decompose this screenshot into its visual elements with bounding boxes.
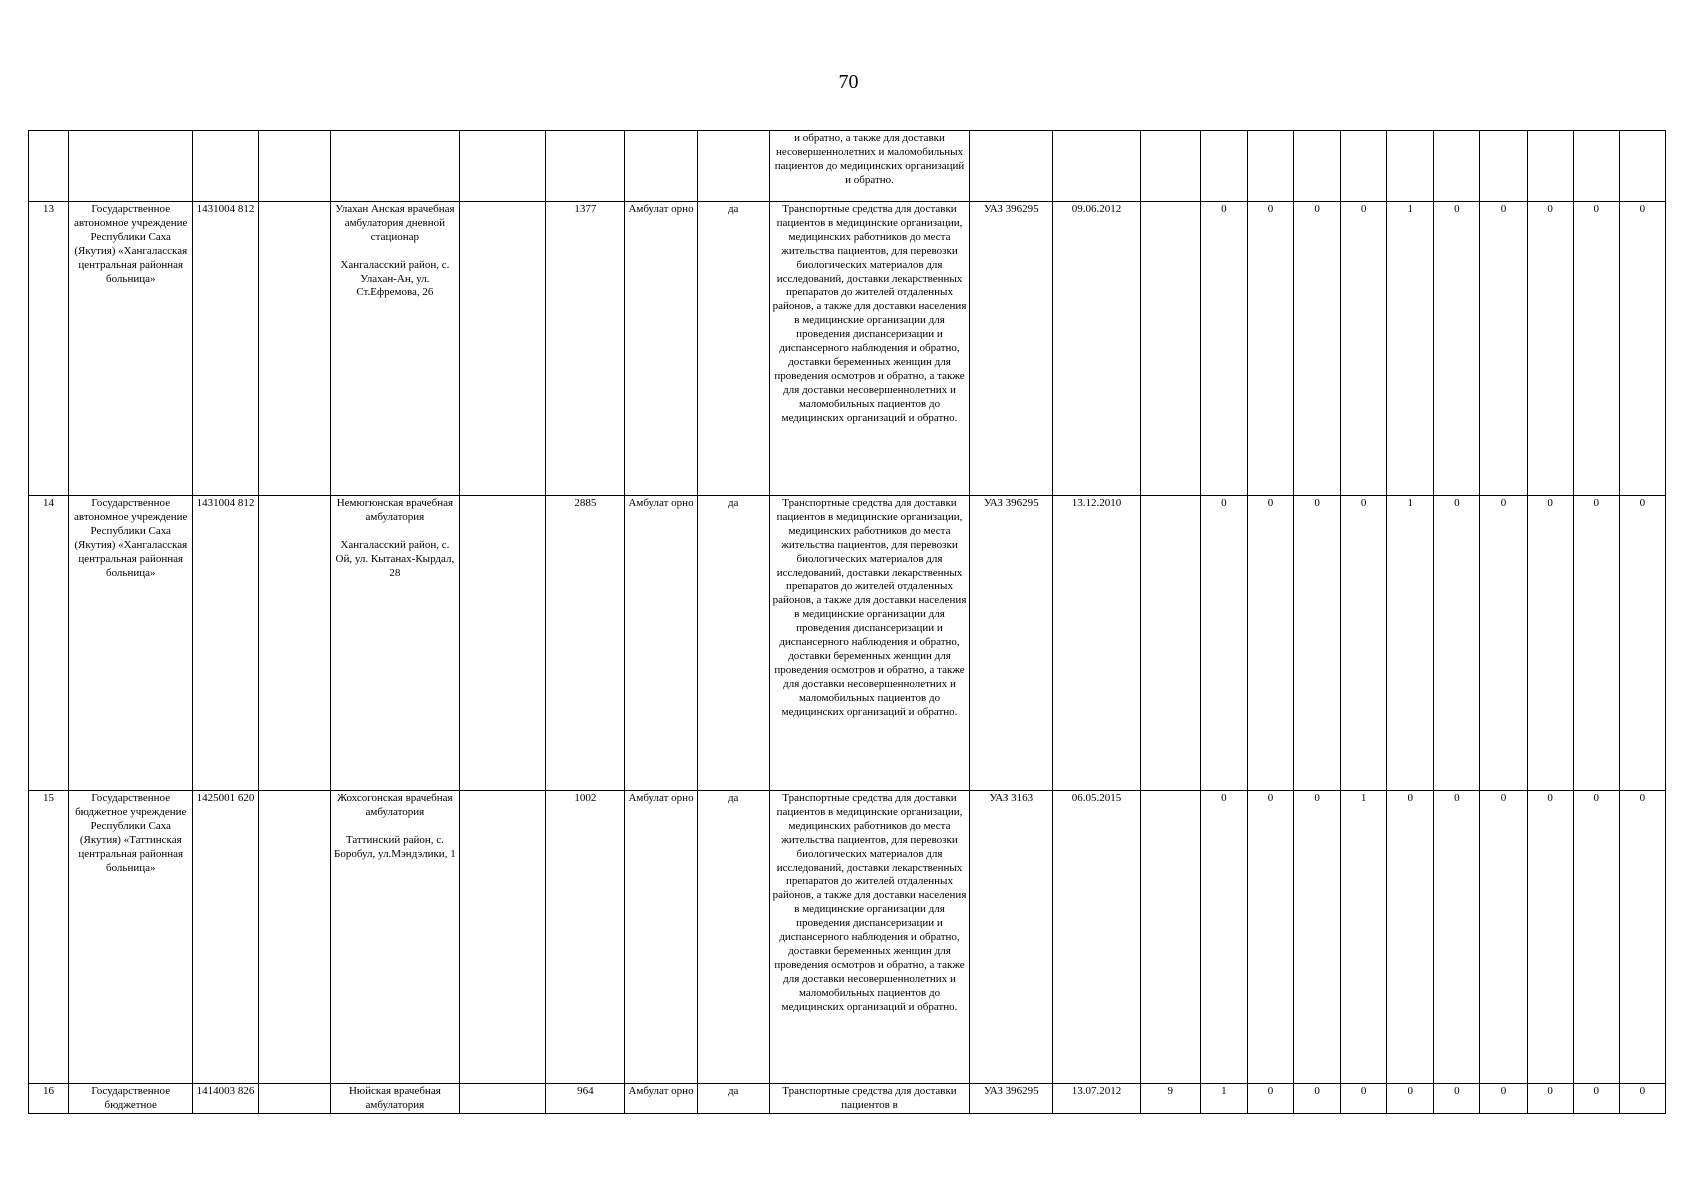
cell-count-2: 0 [1247, 496, 1293, 791]
cell-care-type [625, 131, 697, 202]
cell-count-8 [1527, 131, 1573, 202]
cell-purpose: Транспортные средства для доставки пациентов в медицинские организации, медицинских работников до места жительства пациентов, для перевозки биологических материалов для исследований, доставки лекарственных препаратов до жителей отдаленных районов, а также для доставки населения в медицинские организации для проведения диспансеризации и диспансерного наблюдения и обратно, доставки беременных женщин для проведения осмотров и обратно, а также для доставки несовершеннолетних и маломобильных пациентов до медицинских организаций и обратно. [769, 791, 969, 1084]
cell-col-6 [460, 1084, 546, 1114]
cell-count-9: 0 [1573, 496, 1619, 791]
cell-count-8: 0 [1527, 1084, 1573, 1114]
cell-count-6: 0 [1434, 202, 1480, 496]
cell-index: 14 [29, 496, 69, 791]
cell-col-6 [460, 131, 546, 202]
cell-inn: 1414003 826 [193, 1084, 258, 1114]
cell-col-13 [1140, 131, 1200, 202]
cell-organization: Государственное автономное учреждение Республики Саха (Якутия) «Хангаласская центральная районная больница» [69, 496, 193, 791]
cell-col-4 [258, 791, 330, 1084]
cell-purpose: Транспортные средства для доставки пациентов в [769, 1084, 969, 1114]
cell-col-13 [1140, 791, 1200, 1084]
table-row [29, 202, 1666, 496]
cell-col-4 [258, 202, 330, 496]
cell-count-4: 0 [1341, 1084, 1387, 1114]
cell-count-8: 0 [1527, 496, 1573, 791]
table-row [29, 791, 1666, 1084]
cell-col-4 [258, 131, 330, 202]
cell-count-1: 0 [1200, 496, 1247, 791]
cell-count-1: 0 [1200, 202, 1247, 496]
cell-organization: Государственное бюджетное учреждение Республики Саха (Якутия) «Таттинская центральная районная больница» [69, 791, 193, 1084]
cell-col-13 [1140, 202, 1200, 496]
cell-col-4 [258, 1084, 330, 1114]
cell-count-3 [1294, 131, 1341, 202]
cell-count-7: 0 [1480, 1084, 1527, 1114]
cell-count-10: 0 [1619, 202, 1665, 496]
cell-count-9 [1573, 131, 1619, 202]
cell-purpose: Транспортные средства для доставки пациентов в медицинские организации, медицинских работников до места жительства пациентов, для перевозки биологических материалов для исследований, доставки лекарственных препаратов до жителей отдаленных районов, а также для доставки населения в медицинские организации для проведения диспансеризации и диспансерного наблюдения и обратно, доставки беременных женщин для проведения осмотров и обратно, а также для доставки несовершеннолетних и маломобильных пациентов до медицинских организаций и обратно. [769, 202, 969, 496]
cell-col-6 [460, 202, 546, 496]
cell-organization [69, 131, 193, 202]
cell-count-3: 0 [1294, 202, 1341, 496]
cell-care-type: Амбулат орно [625, 791, 697, 1084]
cell-count-1: 1 [1200, 1084, 1247, 1114]
table-row [29, 131, 1666, 202]
cell-location: Жохсогонская врачебная амбулатория Таттинский район, с. Боробул, ул.Мэндэлики, 1 [330, 791, 459, 1084]
cell-count-4: 0 [1341, 202, 1387, 496]
cell-count-9: 0 [1573, 1084, 1619, 1114]
cell-index [29, 131, 69, 202]
table-row [29, 496, 1666, 791]
cell-count-1 [1200, 131, 1247, 202]
cell-count-5 [1387, 131, 1434, 202]
cell-index: 15 [29, 791, 69, 1084]
cell-count-7: 0 [1480, 496, 1527, 791]
cell-count-4 [1341, 131, 1387, 202]
cell-count-7: 0 [1480, 791, 1527, 1084]
cell-col-4 [258, 496, 330, 791]
cell-population: 1002 [546, 791, 625, 1084]
cell-count-6 [1434, 131, 1480, 202]
cell-location: Немюгюнская врачебная амбулатория Хангаласский район, с. Ой, ул. Кытанах-Кырдал, 28 [330, 496, 459, 791]
cell-count-3: 0 [1294, 1084, 1341, 1114]
cell-col-6 [460, 496, 546, 791]
cell-count-5: 0 [1387, 1084, 1434, 1114]
cell-vehicle: УАЗ 3163 [970, 791, 1053, 1084]
cell-index: 16 [29, 1084, 69, 1114]
cell-inn [193, 131, 258, 202]
cell-count-10: 0 [1619, 1084, 1665, 1114]
cell-count-8: 0 [1527, 202, 1573, 496]
cell-count-6: 0 [1434, 1084, 1480, 1114]
cell-inn: 1431004 812 [193, 202, 258, 496]
cell-vehicle: УАЗ 396295 [970, 202, 1053, 496]
cell-care-type: Амбулат орно [625, 1084, 697, 1114]
cell-count-9: 0 [1573, 791, 1619, 1084]
cell-location: Улахан Анская врачебная амбулатория дневной стационар Хангаласский район, с. Улахан-Ан, ул. Ст.Ефремова, 26 [330, 202, 459, 496]
cell-population [546, 131, 625, 202]
cell-flag: да [697, 791, 769, 1084]
cell-count-2: 0 [1247, 1084, 1293, 1114]
cell-date [1053, 131, 1140, 202]
cell-count-10 [1619, 131, 1665, 202]
cell-vehicle [970, 131, 1053, 202]
cell-count-7: 0 [1480, 202, 1527, 496]
cell-purpose: Транспортные средства для доставки пациентов в медицинские организации, медицинских работников до места жительства пациентов, для перевозки биологических материалов для исследований, доставки лекарственных препаратов до жителей отдаленных районов, а также для доставки населения в медицинские организации для проведения диспансеризации и диспансерного наблюдения и обратно, доставки беременных женщин для проведения осмотров и обратно, а также для доставки несовершеннолетних и маломобильных пациентов до медицинских организаций и обратно. [769, 496, 969, 791]
cell-organization: Государственное автономное учреждение Республики Саха (Якутия) «Хангаласская центральная районная больница» [69, 202, 193, 496]
cell-date: 09.06.2012 [1053, 202, 1140, 496]
cell-location: Нюйская врачебная амбулатория [330, 1084, 459, 1114]
registry-table [28, 130, 1666, 1114]
cell-count-7 [1480, 131, 1527, 202]
cell-vehicle: УАЗ 396295 [970, 496, 1053, 791]
cell-count-5: 1 [1387, 202, 1434, 496]
cell-date: 13.12.2010 [1053, 496, 1140, 791]
cell-index: 13 [29, 202, 69, 496]
cell-care-type: Амбулат орно [625, 496, 697, 791]
cell-col-6 [460, 791, 546, 1084]
cell-flag: да [697, 1084, 769, 1114]
cell-count-6: 0 [1434, 496, 1480, 791]
cell-count-2 [1247, 131, 1293, 202]
cell-organization: Государственное бюджетное [69, 1084, 193, 1114]
cell-count-8: 0 [1527, 791, 1573, 1084]
cell-count-6: 0 [1434, 791, 1480, 1084]
cell-flag: да [697, 202, 769, 496]
cell-location [330, 131, 459, 202]
cell-count-9: 0 [1573, 202, 1619, 496]
cell-inn: 1431004 812 [193, 496, 258, 791]
cell-inn: 1425001 620 [193, 791, 258, 1084]
cell-vehicle: УАЗ 396295 [970, 1084, 1053, 1114]
cell-col-13 [1140, 496, 1200, 791]
cell-purpose: и обратно, а также для доставки несовершеннолетних и маломобильных пациентов до медицинских организаций и обратно. [769, 131, 969, 202]
cell-population: 964 [546, 1084, 625, 1114]
cell-count-4: 1 [1341, 791, 1387, 1084]
cell-count-5: 1 [1387, 496, 1434, 791]
cell-date: 13.07.2012 [1053, 1084, 1140, 1114]
cell-flag: да [697, 496, 769, 791]
page-number: 70 [838, 71, 859, 93]
cell-population: 2885 [546, 496, 625, 791]
cell-count-10: 0 [1619, 496, 1665, 791]
cell-count-1: 0 [1200, 791, 1247, 1084]
cell-population: 1377 [546, 202, 625, 496]
cell-count-3: 0 [1294, 496, 1341, 791]
cell-col-13: 9 [1140, 1084, 1200, 1114]
cell-count-2: 0 [1247, 791, 1293, 1084]
cell-care-type: Амбулат орно [625, 202, 697, 496]
cell-count-10: 0 [1619, 791, 1665, 1084]
cell-count-4: 0 [1341, 496, 1387, 791]
table-row [29, 1084, 1666, 1114]
cell-count-3: 0 [1294, 791, 1341, 1084]
cell-date: 06.05.2015 [1053, 791, 1140, 1084]
cell-flag [697, 131, 769, 202]
cell-count-2: 0 [1247, 202, 1293, 496]
cell-count-5: 0 [1387, 791, 1434, 1084]
